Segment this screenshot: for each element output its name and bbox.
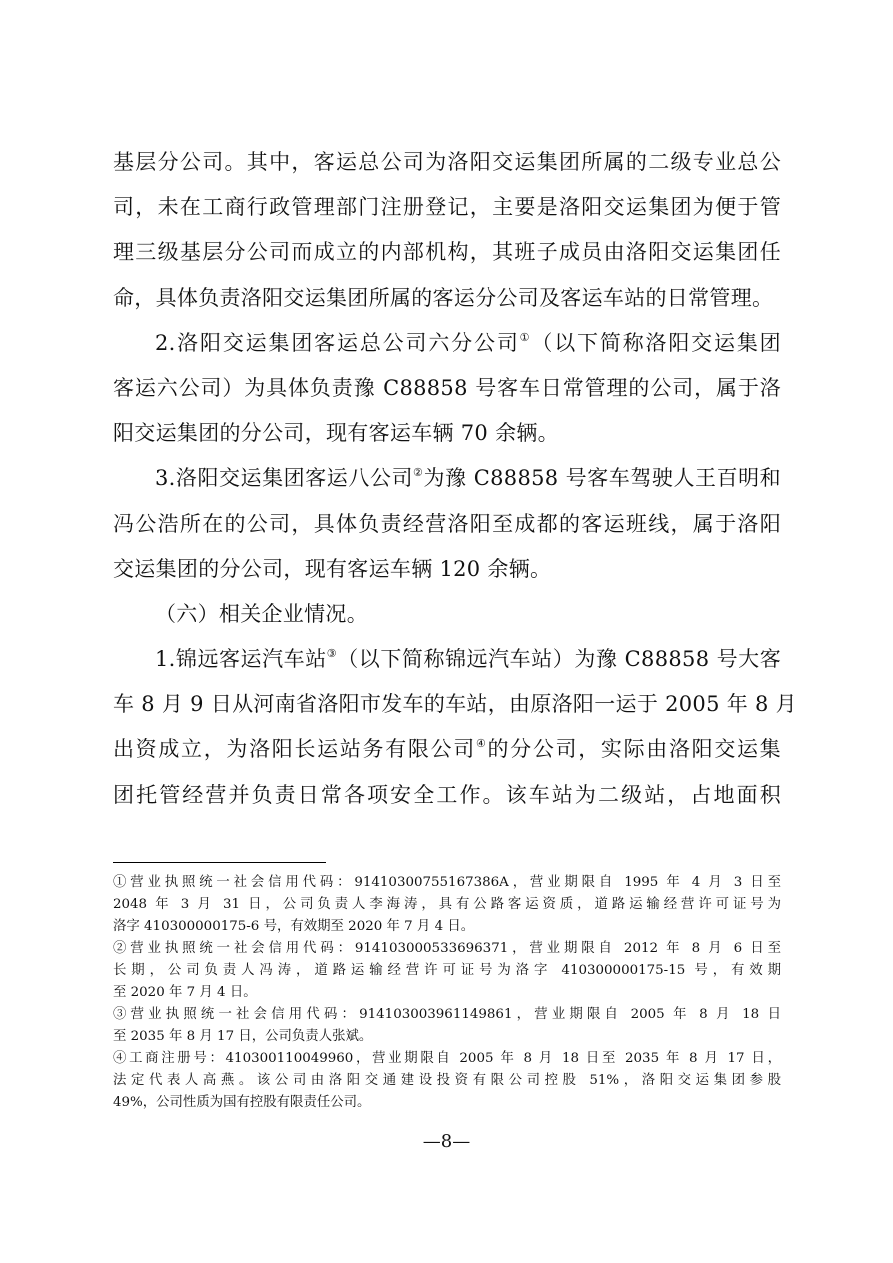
footnote-line: 至 2020 年 7 月 4 日。	[113, 985, 257, 1000]
paragraph-line: 司，未在工商行政管理部门注册登记，主要是洛阳交运集团为便于管	[113, 195, 781, 220]
paragraph-line: 命，具体负责洛阳交运集团所属的客运分公司及客运车站的日常管理。	[113, 285, 774, 310]
paragraph-line: 团托管经营并负责日常各项安全工作。该车站为二级站，占地面积	[113, 782, 781, 807]
footnotes	[113, 872, 781, 1114]
paragraph-line	[113, 456, 781, 501]
text-run: （以下简称锦远汽车站）为豫 C88858 号大客	[337, 647, 781, 672]
text-run: 为豫 C88858 号客车驾驶人王百明和	[423, 466, 781, 491]
paragraph-line	[113, 727, 781, 772]
footnote-line: ③营业执照统一社会信用代码：914103003961149861，营业期限自 2005 年 8 月 18 日	[113, 1007, 781, 1022]
paragraph-line: 车 8 月 9 日从河南省洛阳市发车的车站，由原洛阳一运于 2005 年 8 月	[113, 692, 797, 717]
paragraph-line: 基层分公司。其中，客运总公司为洛阳交运集团所属的二级专业总公	[113, 150, 781, 174]
footnote-line: 长期，公司负责人冯涛，道路运输经营许可证号为洛字 410300000175-15 号，有效期	[113, 963, 781, 978]
page-number: —8—	[422, 1131, 471, 1152]
paragraph-line: 理三级基层分公司而成立的内部机构，其班子成员由洛阳交运集团任	[113, 240, 781, 265]
footnote-line: 至 2035 年 8 月 17 日，公司负责人张斌。	[113, 1029, 373, 1044]
body-text	[113, 140, 797, 818]
section-heading: （六）相关企业情况。	[155, 601, 368, 626]
footnote-ref: ④	[475, 737, 488, 751]
footnote-ref: ①	[519, 330, 532, 344]
text-run: 的分公司，实际由洛阳交运集	[487, 737, 781, 762]
paragraph-line: 客运六公司）为具体负责豫 C88858 号客车日常管理的公司，属于洛	[113, 375, 781, 400]
paragraph-line	[113, 637, 781, 682]
text-run: 3.洛阳交运集团客运八公司	[155, 466, 414, 491]
footnote-line: 2048 年 3 月 31 日，公司负责人李海涛，具有公路客运资质，道路运输经营许可证号为	[113, 897, 781, 912]
footnote-ref: ②	[413, 466, 424, 480]
footnote-line: 49%，公司性质为国有控股有限责任公司。	[113, 1095, 371, 1110]
footnote-line: ②营业执照统一社会信用代码：91410300053369637​1，营业期限自 2012 年 8 月 6 日至	[113, 941, 781, 956]
footnote-line: ①营业执照统一社会信用代码：91410300755167386A，营业期限自 1995 年 4 月 3 日至	[113, 875, 781, 890]
footnote-separator	[113, 862, 326, 863]
footnote-line: 洛字 410300000175-6 号，有效期至 2020 年 7 月 4 日。	[113, 919, 475, 934]
paragraph-line: 冯公浩所在的公司，具体负责经营洛阳至成都的客运班线，属于洛阳	[113, 511, 781, 536]
footnote-ref: ③	[326, 647, 338, 661]
text-run: 2.洛阳交运集团客运总公司六分公司	[155, 330, 520, 355]
text-run: 出资成立，为洛阳长运站务有限公司	[113, 737, 476, 762]
footnote-line: ④工商注册号：410300110049960，营业期限自 2005 年 8 月 18 日至 2035 年 8 月 17 日，	[113, 1051, 781, 1066]
footnote-line: 法定代表人高燕。该公司由洛阳交通建设投资有限公司控股 51%，洛阳交运集团参股	[113, 1073, 781, 1088]
text-run: （以下简称洛阳交运集团	[531, 330, 781, 355]
text-run: 1.锦远客运汽车站	[155, 647, 327, 672]
paragraph-line: 交运集团的分公司，现有客运车辆 120 余辆。	[113, 556, 552, 581]
paragraph-line: 阳交运集团的分公司，现有客运车辆 70 余辆。	[113, 421, 559, 446]
paragraph-line	[113, 321, 781, 366]
